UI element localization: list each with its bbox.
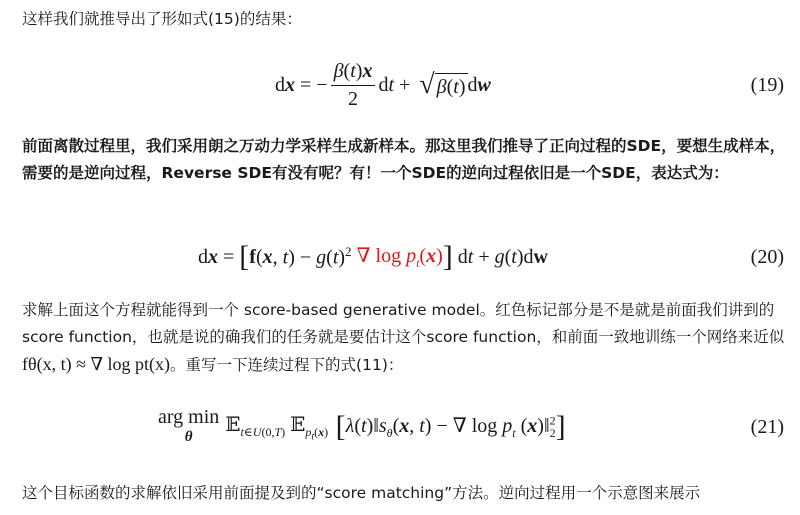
- argmin-label: arg min: [158, 406, 220, 428]
- equation-20-math: d x = [ f ( x , $t) - g(t)^2$ ∇ $\log p_t(x)$ ] dt + g(t)d w: [198, 240, 548, 273]
- inline-approx-formula: fθ(x, t) ≈ ∇ log pt(x): [22, 354, 171, 374]
- paragraph-score-model-tail: 。重写一下连续过程下的式(11)：: [170, 356, 404, 374]
- equation-21: [0, 402, 800, 452]
- paragraph-score-matching: 这个目标函数的求解依旧采用前面提及到的“score matching”方法。逆向过程用一个示意图来展示: [22, 484, 701, 502]
- paragraph-score-model: [22, 297, 792, 379]
- paragraph-intro: 这样我们就推导出了形如式(15)的结果：: [22, 10, 302, 28]
- equation-20: [0, 232, 800, 282]
- equation-19-math: d x = − $\frac{\beta(t)x}{2}$ dt + √ β(t) d w: [275, 60, 491, 110]
- paragraph-reverse-sde: 前面离散过程里，我们采用朗之万动力学采样生成新样本。那这里我们推导了正向过程的SDE，要想生成样本，需要的是逆向过程，Reverse SDE有没有呢？有！一个SDE的逆向过程依旧是一个SDE，表达式为：: [22, 137, 786, 182]
- argmin-subscript: θ: [184, 429, 193, 445]
- score-function-term: ∇ $\log p_t(x)$: [356, 245, 443, 270]
- equation-20-number: (20): [750, 245, 784, 268]
- equation-21-math: arg min θ 𝔼$_{t\in U(0,T)}$ 𝔼$_{p_t(x)}$ [ $\lambda(t)‖s_\theta(x$, t) − ∇ $\log p_t$ (x)‖$^2_2$ ]: [158, 406, 566, 445]
- paragraph-score-model-text: 求解上面这个方程就能得到一个 score-based generative model。红色标记部分是不是就是前面我们讲到的score function，也就是说的确我们的任务就是要估计这个score function，和前面一致地训练一个网络来近似: [22, 301, 785, 346]
- equation-19: [0, 60, 800, 110]
- equation-19-number: (19): [750, 73, 784, 96]
- equation-21-number: (21): [750, 415, 784, 438]
